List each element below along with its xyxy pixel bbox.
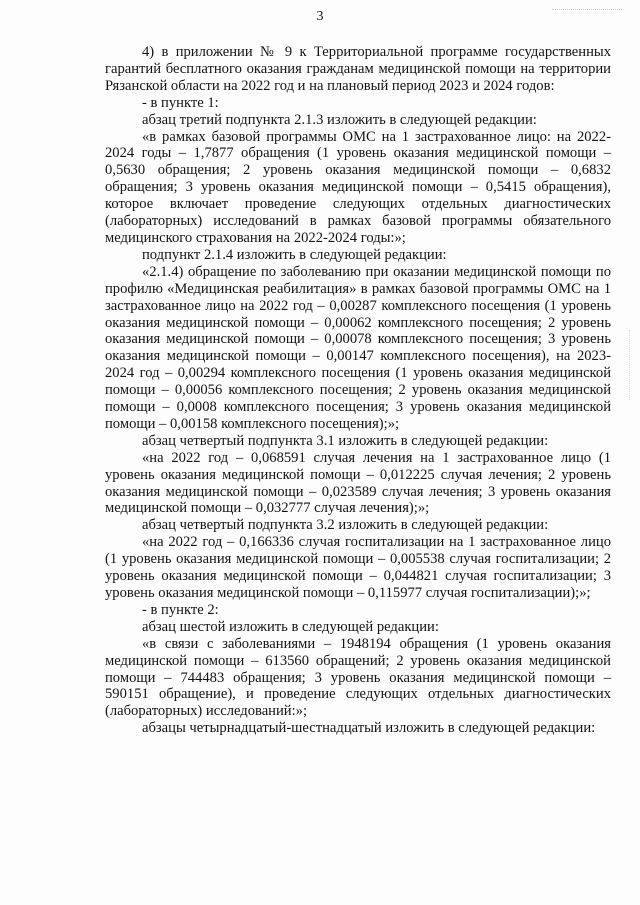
paragraph-instruction: абзац шестой изложить в следующей редакции:: [142, 618, 439, 635]
scan-artifact: [552, 9, 622, 16]
paragraph-intro: 4) в приложении № 9 к Территориальной программе государственных гарантий бесплатного оказания гражданам медицинской помощи на территории Рязанской области на 2022 год и на плановый период 2023 и 2024 годов:: [105, 44, 611, 94]
paragraph-instruction: подпункт 2.1.4 изложить в следующей редакции:: [142, 246, 447, 263]
paragraph-item-point-2: - в пункте 2:: [142, 601, 219, 618]
paragraph-instruction: абзац третий подпункта 2.1.3 изложить в следующей редакции:: [142, 111, 537, 128]
document-body: [105, 44, 611, 737]
paragraph-quote: «в связи с заболеваниями – 1948194 обращения (1 уровень оказания медицинской помощи – 613560 обращений; 2 уровень оказания медицинской помощи – 744483 обращения; 3 уровень оказания медицинской помощи – 590151 обращение), и проведение следующих отдельных диагностических (лабораторных) исследований:»;: [105, 635, 611, 720]
page-number: 3: [316, 9, 324, 24]
paragraph-quote: «на 2022 год – 0,068591 случая лечения на 1 застрахованное лицо (1 уровень оказания медицинской помощи – 0,012225 случая лечения; 2 уровень оказания медицинской помощи – 0,023589 случая лечения; 3 уровень оказания медицинской помощи – 0,032777 случая лечения);»;: [105, 449, 611, 517]
paragraph-instruction: абзац четвертый подпункта 3.1 изложить в следующей редакции:: [142, 432, 549, 449]
paragraph-instruction: абзац четвертый подпункта 3.2 изложить в следующей редакции:: [142, 517, 549, 534]
paragraph-item-point-1: - в пункте 1:: [142, 94, 219, 111]
paragraph-instruction: абзацы четырнадцатый-шестнадцатый изложить в следующей редакции:: [142, 720, 596, 737]
paragraph-quote: «2.1.4) обращение по заболеванию при оказании медицинской помощи по профилю «Медицинская реабилитация» в рамках базовой программы ОМС на 1 застрахованное лицо на 2022 год – 0,00287 комплексного посещения (1 уровень оказания медицинской помощи – 0,00062 комплексного посещения; 2 уровень оказания медицинской помощи – 0,00078 комплексного посещения; 3 уровень оказания медицинской помощи – 0,00147 комплексного посещения), на 2023-2024 год – 0,00294 комплексного посещения (1 уровень оказания медицинской помощи – 0,00056 комплексного посещения; 2 уровень оказания медицинской помощи – 0,0008 комплексного посещения; 3 уровень оказания медицинской помощи – 0,00158 комплексного посещения);»;: [105, 263, 611, 432]
paragraph-quote: «на 2022 год – 0,166336 случая госпитализации на 1 застрахованное лицо (1 уровень оказания медицинской помощи – 0,005538 случая госпитализации; 2 уровень оказания медицинской помощи – 0,044821 случая госпитализации; 3 уровень оказания медицинской помощи – 0,115977 случая госпитализации);»;: [105, 534, 611, 601]
scan-artifact: [629, 330, 634, 400]
paragraph-quote: «в рамках базовой программы ОМС на 1 застрахованное лицо: на 2022-2024 годы – 1,7877 обращения (1 уровень оказания медицинской помощи – 0,5630 обращения; 2 уровень оказания медицинской помощи – 0,6832 обращения; 3 уровень оказания медицинской помощи – 0,5415 обращения), которое включает проведение следующих отдельных диагностических (лабораторных) исследований в рамках базовой программы обязательного медицинского страхования на 2022-2024 годы:»;: [105, 128, 611, 246]
